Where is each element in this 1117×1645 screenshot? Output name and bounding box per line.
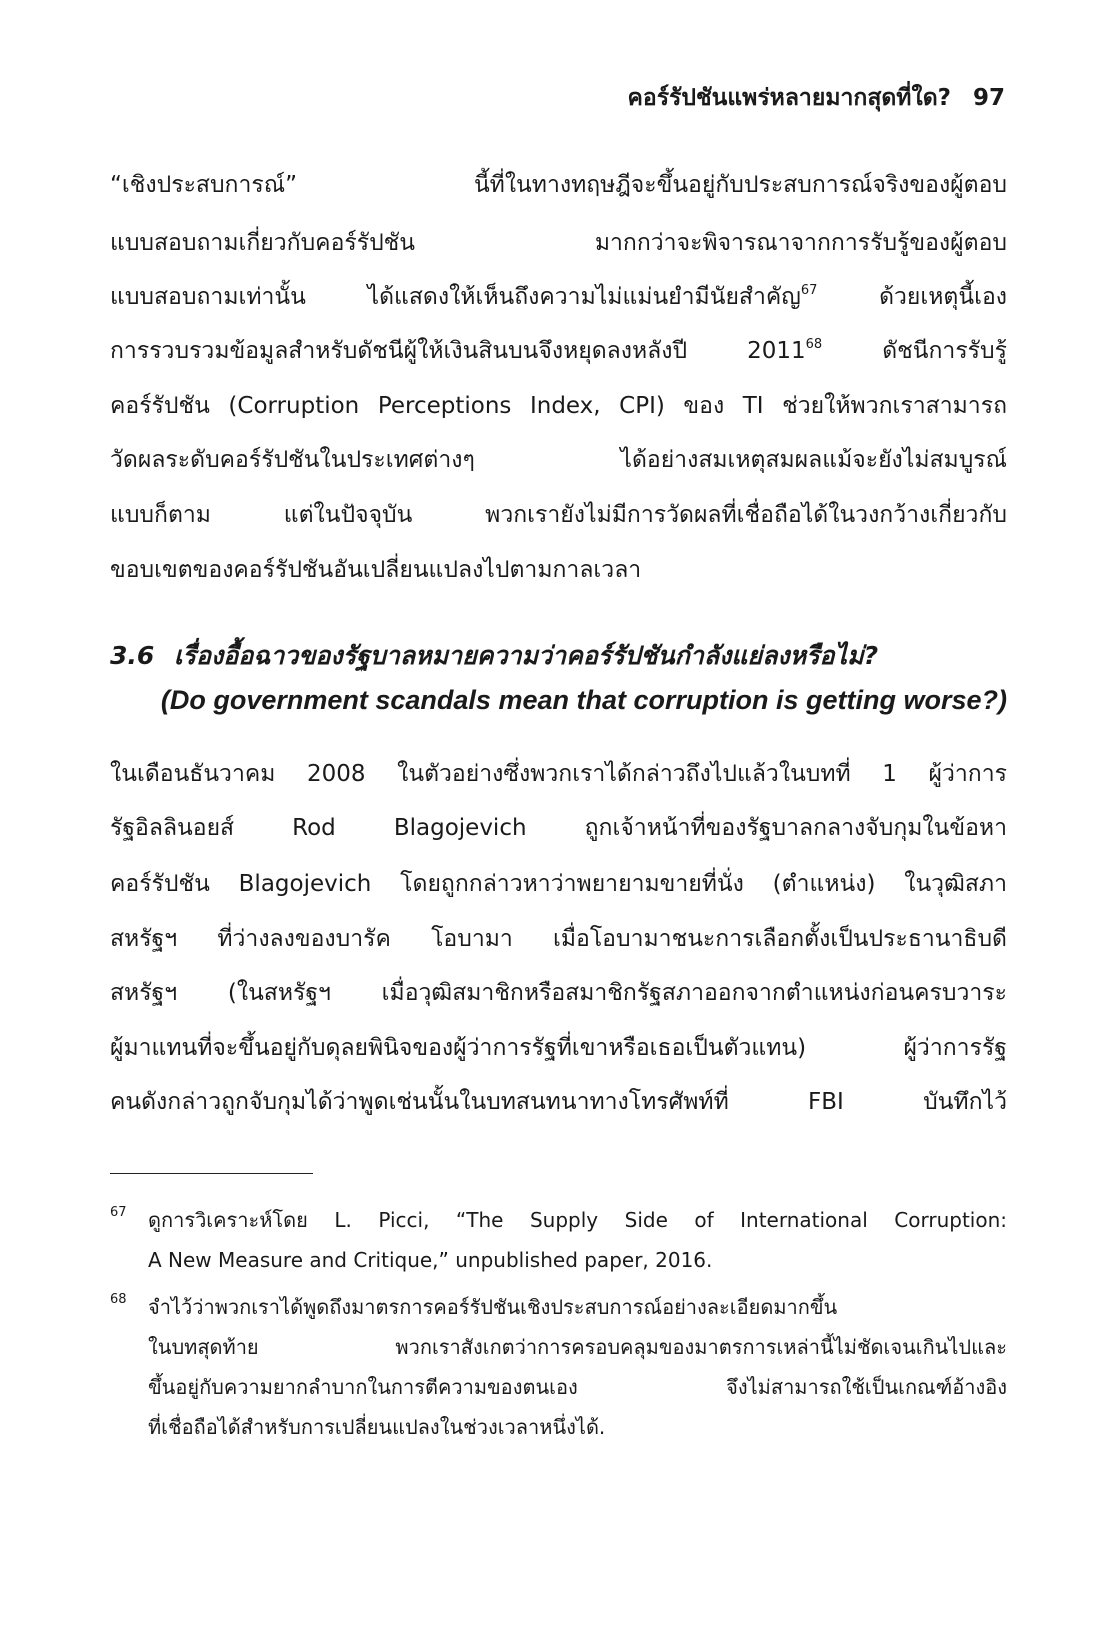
body-text: ดัชนีการรับรู้ (882, 338, 1007, 364)
body-line: ในเดือนธันวาคม 2008 ในตัวอย่างซึ่งพวกเราได้กล่าวถึงไปแล้วในบทที่ 1 ผู้ว่าการ (110, 761, 1007, 787)
body-line: สหรัฐฯ ที่ว่างลงของบารัค โอบามา เมื่อโอบามาชนะการเลือกตั้งเป็นประธานาธิบดี (110, 926, 1007, 952)
body-line: คอร์รัปชัน Blagojevich โดยถูกกล่าวหาว่าพยายามขายที่นั่ง (ตำแหน่ง) ในวุฒิสภา (110, 871, 1007, 897)
body-line: แบบก็ตาม แต่ในปัจจุบัน พวกเรายังไม่มีการวัดผลที่เชื่อถือได้ในวงกว้างเกี่ยวกับ (110, 502, 1007, 528)
body-line: แบบสอบถามเกี่ยวกับคอร์รัปชัน มากกว่าจะพิจารณาจากการรับรู้ของผู้ตอบ (110, 230, 1007, 256)
body-line: คนดังกล่าวถูกจับกุมได้ว่าพูดเช่นนั้นในบทสนทนาทางโทรศัพท์ที่ FBI บันทึกไว้ (110, 1089, 1007, 1115)
footnote-line: ในบทสุดท้าย พวกเราสังเกตว่าการครอบคลุมของมาตรการเหล่านี้ไม่ชัดเจนเกินไปและ (148, 1335, 1007, 1359)
page-number: 97 (972, 85, 1005, 111)
footnote-line: ดูการวิเคราะห์โดย L. Picci, “The Supply Side of International Corruption: (148, 1208, 1007, 1232)
body-line: รัฐอิลลินอยส์ Rod Blagojevich ถูกเจ้าหน้าที่ของรัฐบาลกลางจับกุมในข้อหา (110, 815, 1007, 841)
body-line: วัดผลระดับคอร์รัปชันในประเทศต่างๆ ได้อย่างสมเหตุสมผลแม้จะยังไม่สมบูรณ์ (110, 447, 1007, 473)
section-title-th: เรื่องอื้อฉาวของรัฐบาลหมายความว่าคอร์รัปชันกำลังแย่ลงหรือไม่? (174, 641, 879, 670)
footnote-mark: 67 (110, 1205, 127, 1220)
footnote-line: ขึ้นอยู่กับความยากลำบากในการตีความของตนเอง จึงไม่สามารถใช้เป็นเกณฑ์อ้างอิง (148, 1375, 1007, 1399)
body-line (110, 334, 1007, 368)
body-line: ผู้มาแทนที่จะขึ้นอยู่กับดุลยพินิจของผู้ว่าการรัฐที่เขาหรือเธอเป็นตัวแทน) ผู้ว่าการรัฐ (110, 1035, 1007, 1061)
footnote-mark: 68 (110, 1292, 127, 1307)
body-line: คอร์รัปชัน (Corruption Perceptions Index, CPI) ของ TI ช่วยให้พวกเราสามารถ (110, 393, 1007, 419)
footnote-ref[interactable]: 67 (800, 283, 818, 298)
footnote-divider (110, 1173, 313, 1174)
section-title-en: (Do government scandals mean that corruption is getting worse?) (160, 685, 1007, 715)
footnote-line: ที่เชื่อถือได้สำหรับการเปลี่ยนแปลงในช่วงเวลาหนึ่งได้. (148, 1415, 606, 1439)
body-line (110, 280, 1007, 314)
body-text: แบบสอบถามเท่านั้น ได้แสดงให้เห็นถึงความไม่แม่นยำมีนัยสำคัญ (110, 284, 801, 310)
body-line: สหรัฐฯ (ในสหรัฐฯ เมื่อวุฒิสมาชิกหรือสมาชิกรัฐสภาออกจากตำแหน่งก่อนครบวาระ (110, 980, 1007, 1006)
body-line: “เชิงประสบการณ์” นี้ที่ในทางทฤษฎีจะขึ้นอยู่กับประสบการณ์จริงของผู้ตอบ (110, 172, 1007, 198)
body-line: ขอบเขตของคอร์รัปชันอันเปลี่ยนแปลงไปตามกาลเวลา (110, 557, 642, 583)
body-text: การรวบรวมข้อมูลสำหรับดัชนีผู้ให้เงินสินบนจึงหยุดลงหลังปี 2011 (110, 338, 806, 364)
footnote-line: A New Measure and Critique,” unpublished paper, 2016. (148, 1248, 713, 1272)
footnote-line: จำไว้ว่าพวกเราได้พูดถึงมาตรการคอร์รัปชันเชิงประสบการณ์อย่างละเอียดมากขึ้น (148, 1295, 838, 1319)
running-head-title: คอร์รัปชันแพร่หลายมากสุดที่ใด? (627, 85, 951, 111)
running-head (628, 80, 1006, 116)
section-number: 3.6 (110, 641, 155, 670)
body-text: ด้วยเหตุนี้เอง (879, 284, 1007, 310)
footnote-ref[interactable]: 68 (805, 337, 823, 352)
section-heading (110, 636, 1007, 676)
